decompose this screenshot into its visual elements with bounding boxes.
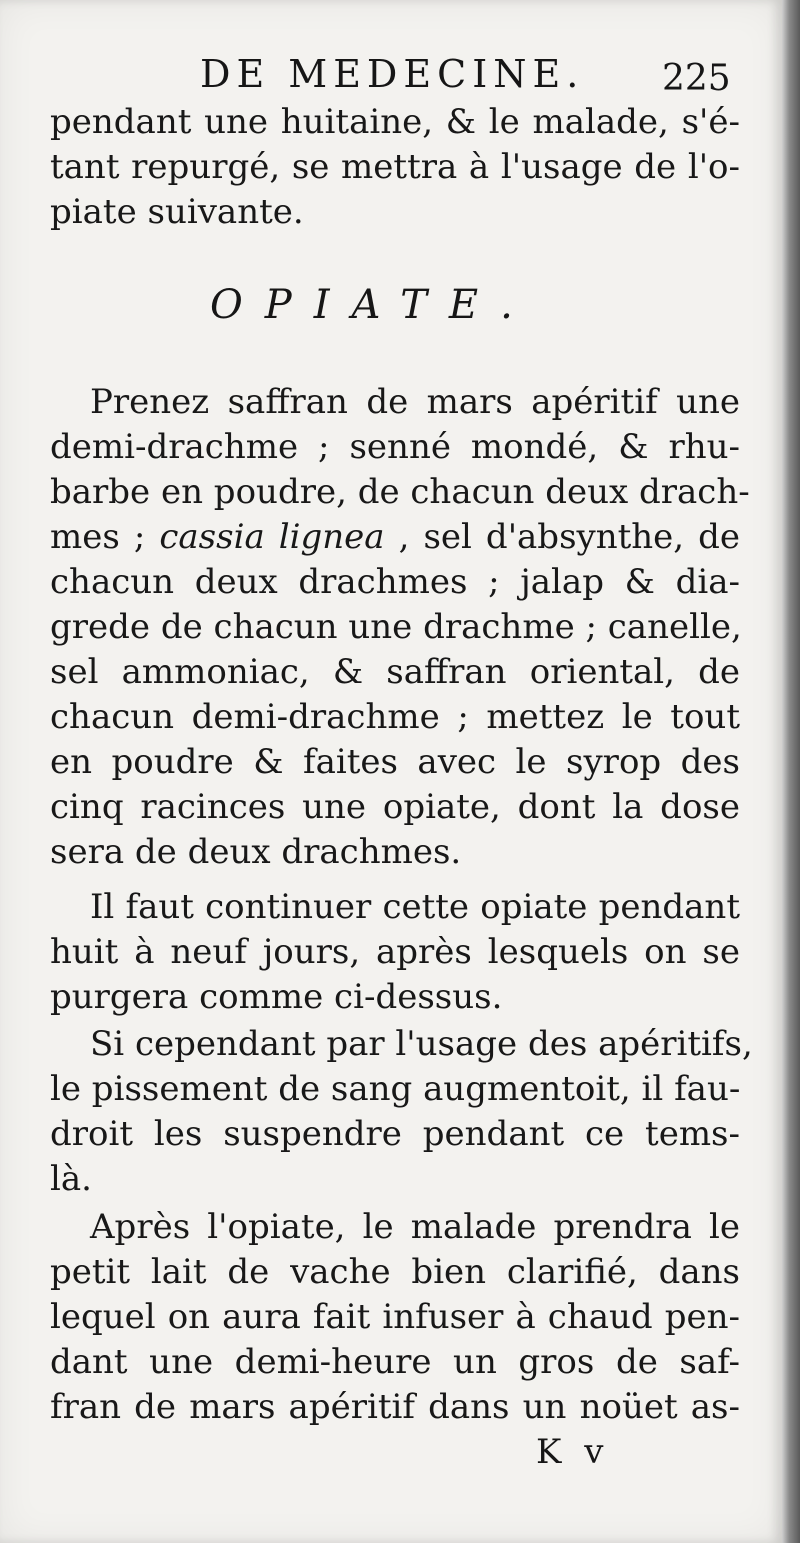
caution-paragraph (50, 1022, 753, 1202)
text-line: chacun deux drachmes ; jalap & dia- (50, 562, 740, 602)
text-line: Après l'opiate, le malade prendra le (90, 1207, 740, 1247)
text-line: Il faut continuer cette opiate pendant (90, 887, 740, 927)
text-line: sera de deux drachmes. (50, 832, 462, 872)
text-line: huit à neuf jours, après lesquels on se (50, 932, 740, 972)
text-line: là. (50, 1159, 92, 1199)
text-line: le pissement de sang augmentoit, il fau- (50, 1069, 741, 1109)
italic-term: cassia lignea (159, 517, 385, 557)
text-line: sel ammoniac, & saffran oriental, de (50, 652, 740, 692)
text-line: Si cependant par l'usage des apéritifs, (90, 1024, 753, 1064)
text-line: dant une demi-heure un gros de saf- (50, 1342, 740, 1382)
text-line: cinq racinces une opiate, dont la dose (50, 787, 740, 827)
page-edge-shadow (782, 0, 800, 1543)
text-line: en poudre & faites avec le syrop des (50, 742, 740, 782)
section-heading: OPIATE. (210, 282, 535, 328)
text-line: chacun demi-drachme ; mettez le tout (50, 697, 740, 737)
text-line: tant repurgé, se mettra à l'usage de l'o- (50, 147, 740, 187)
signature-mark: K v (536, 1432, 610, 1472)
text-line: lequel on aura fait infuser à chaud pen- (50, 1297, 740, 1337)
text-line: droit les suspendre pendant ce tems- (50, 1114, 740, 1154)
text-line: piate suivante. (50, 192, 304, 232)
text-line: grede de chacun une drachme ; canelle, (50, 607, 742, 647)
text-line: purgera comme ci-dessus. (50, 977, 503, 1017)
after-opiate-paragraph (50, 1205, 740, 1430)
continuation-paragraph (50, 885, 740, 1020)
text-fragment: mes ; (50, 517, 146, 557)
text-line: pendant une huitaine, & le malade, s'é- (50, 102, 740, 142)
text-line-mixed (50, 515, 740, 560)
text-line: barbe en poudre, de chacun deux drach- (50, 472, 750, 512)
text-line: fran de mars apéritif dans un noüet as- (50, 1387, 740, 1427)
text-fragment: , sel d'absynthe, de (398, 517, 741, 557)
text-line: petit lait de vache bien clarifié, dans (50, 1252, 740, 1292)
page-number: 225 (662, 58, 731, 99)
running-head: DE MEDECINE. (200, 52, 585, 96)
recipe-paragraph (50, 380, 750, 875)
text-line: Prenez saffran de mars apéritif une (90, 382, 740, 422)
intro-paragraph (50, 100, 740, 235)
text-line: demi-drachme ; senné mondé, & rhu- (50, 427, 740, 467)
